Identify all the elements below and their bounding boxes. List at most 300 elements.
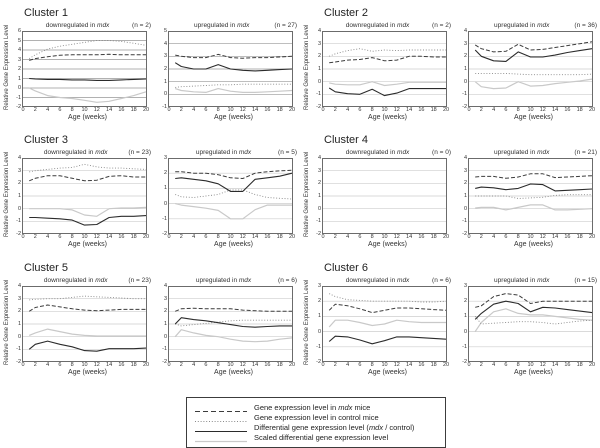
y-tick-label: 1: [163, 321, 167, 327]
cluster-4-block: [300, 133, 600, 259]
y-tick-label: -2: [162, 359, 167, 365]
x-tick-label: 12: [539, 107, 546, 113]
x-tick-label: 20: [142, 234, 150, 240]
x-tick-label: 4: [192, 362, 196, 368]
y-tick-label: -2: [316, 104, 321, 110]
y-tick-label: 0: [17, 85, 21, 91]
x-tick-label: 4: [46, 107, 50, 113]
line-chart: [468, 286, 593, 362]
y-axis-ticks: [459, 155, 468, 237]
x-axis-label: Age (weeks): [514, 369, 553, 376]
x-tick-label: 12: [239, 362, 246, 368]
line-chart: [322, 158, 447, 234]
y-axis-label-text: Relative Gene Expression Level: [4, 151, 10, 237]
x-tick-label: 10: [227, 234, 234, 240]
sample-count-label: (n = 27): [274, 22, 297, 29]
y-tick-label: 3: [17, 167, 21, 174]
x-tick-label: 14: [106, 234, 113, 240]
subplot: [313, 20, 453, 128]
x-tick-label: 16: [118, 107, 125, 113]
subplot-condition-label: downregulated in mdx: [345, 277, 410, 284]
cluster-body: [300, 147, 600, 255]
x-tick-label: 14: [406, 362, 413, 368]
italic-gene-name: mdx: [537, 149, 550, 156]
x-tick-label: 10: [227, 362, 234, 368]
x-tick-label: 16: [118, 362, 125, 368]
y-tick-label: 3: [463, 283, 467, 289]
x-tick-label: 6: [204, 362, 208, 368]
subplot-header: [313, 20, 453, 31]
italic-gene-name: mdx: [95, 149, 108, 156]
italic-gene-name: mdx: [238, 149, 252, 156]
sample-count-label: (n = 6): [432, 277, 451, 284]
x-tick-label: 18: [276, 362, 283, 368]
subplot-condition-label: upregulated in mdx: [195, 277, 252, 284]
subplot-header: [459, 147, 599, 158]
x-tick-label: 12: [93, 234, 100, 240]
line-chart: [22, 31, 147, 107]
y-tick-label: 4: [317, 28, 321, 34]
y-tick-label: -1: [316, 343, 321, 350]
x-tick-label: 6: [204, 234, 208, 240]
x-axis-ticks: [159, 234, 299, 241]
x-tick-label: 16: [564, 234, 571, 240]
x-axis-label: Age (weeks): [68, 369, 107, 376]
subplot: [159, 20, 299, 128]
y-tick-label: 3: [163, 53, 167, 60]
y-tick-label: 0: [463, 328, 467, 335]
y-axis-label: [0, 20, 13, 124]
x-tick-label: 20: [442, 107, 450, 113]
x-tick-label: 10: [381, 107, 388, 113]
y-tick-label: -1: [316, 218, 321, 225]
italic-gene-name: mdx: [97, 22, 110, 29]
x-tick-label: 14: [252, 107, 259, 113]
x-tick-label: 18: [130, 234, 137, 240]
y-tick-label: -2: [16, 359, 21, 365]
y-tick-label: 2: [17, 308, 21, 315]
x-tick-label: 16: [264, 362, 271, 368]
y-axis-ticks: [459, 28, 468, 110]
x-axis-ticks: [13, 362, 153, 369]
x-tick-label: 16: [418, 234, 425, 240]
cluster-body: [300, 20, 600, 128]
y-tick-label: 2: [463, 298, 467, 305]
y-axis-ticks: [459, 283, 468, 365]
y-tick-label: 2: [163, 66, 167, 72]
y-axis-label: [300, 275, 313, 379]
x-tick-label: 12: [93, 362, 100, 368]
y-tick-label: 2: [17, 180, 21, 187]
subplot: [459, 147, 599, 255]
y-tick-label: 3: [17, 56, 21, 63]
x-tick-label: 20: [288, 107, 296, 113]
y-tick-label: 0: [317, 328, 321, 335]
y-tick-label: -1: [16, 218, 21, 225]
y-tick-label: 0: [17, 333, 21, 340]
legend-line-sample: [193, 423, 249, 432]
subplot: [13, 275, 153, 383]
x-tick-label: 16: [418, 107, 425, 113]
x-tick-label: 4: [46, 362, 50, 368]
y-tick-label: 4: [163, 40, 167, 47]
x-tick-label: 10: [381, 234, 388, 240]
subplot-header: [459, 20, 599, 31]
line-chart: [22, 158, 147, 234]
x-tick-label: 6: [358, 234, 362, 240]
legend-item: [193, 412, 439, 422]
x-axis-ticks: [13, 234, 153, 241]
x-tick-label: 8: [70, 362, 74, 368]
x-tick-label: 8: [216, 234, 220, 240]
y-tick-label: 4: [17, 47, 21, 53]
line-chart: [168, 158, 293, 234]
x-tick-label: 4: [346, 234, 350, 240]
y-tick-label: 0: [163, 333, 167, 340]
x-tick-label: 4: [192, 234, 196, 240]
y-tick-label: 3: [17, 295, 21, 302]
x-tick-label: 0: [467, 234, 471, 240]
x-axis-ticks: [459, 234, 599, 241]
y-tick-label: 2: [317, 53, 321, 60]
y-tick-label: 3: [463, 167, 467, 174]
italic-gene-name: mdx: [397, 22, 410, 29]
x-tick-label: 18: [130, 362, 137, 368]
subplot-condition-label: upregulated in mdx: [494, 22, 550, 29]
x-tick-label: 20: [588, 234, 596, 240]
x-tick-label: 18: [430, 107, 437, 113]
x-axis-label: Age (weeks): [214, 241, 253, 248]
y-tick-label: 4: [17, 155, 21, 161]
x-tick-label: 0: [467, 107, 471, 113]
x-axis-ticks: [159, 362, 299, 369]
x-tick-label: 8: [216, 107, 220, 113]
x-tick-label: 14: [106, 107, 113, 113]
y-tick-label: 3: [317, 167, 321, 174]
x-axis-label: Age (weeks): [214, 369, 253, 376]
line-chart: [468, 31, 593, 107]
x-tick-label: 12: [93, 107, 100, 113]
x-tick-label: 2: [179, 362, 183, 368]
x-axis-label: Age (weeks): [68, 241, 107, 248]
subplot-condition-label: upregulated in mdx: [494, 149, 550, 156]
x-tick-label: 6: [358, 107, 362, 113]
x-tick-label: 4: [492, 234, 496, 240]
x-tick-label: 14: [252, 362, 259, 368]
subplot: [313, 147, 453, 255]
y-axis-ticks: [13, 28, 22, 110]
x-tick-label: 20: [142, 107, 150, 113]
legend-item-label: Gene expression level in control mice: [254, 412, 379, 422]
y-tick-label: 2: [463, 53, 467, 60]
y-tick-label: -2: [462, 104, 467, 110]
y-axis-ticks: [159, 28, 168, 110]
y-tick-label: -1: [462, 91, 467, 98]
subplot: [459, 20, 599, 128]
y-tick-label: 4: [163, 283, 167, 289]
x-tick-label: 16: [118, 234, 125, 240]
x-tick-label: 2: [33, 234, 37, 240]
x-tick-label: 18: [430, 234, 437, 240]
x-axis-ticks: [459, 362, 599, 369]
y-tick-label: 5: [17, 37, 21, 44]
y-tick-label: 0: [463, 205, 467, 212]
y-tick-label: 2: [463, 180, 467, 187]
y-tick-label: 5: [163, 28, 167, 34]
x-tick-label: 4: [346, 362, 350, 368]
italic-gene-name: mdx: [238, 277, 252, 284]
x-tick-label: 2: [179, 107, 183, 113]
cluster-2-block: [300, 6, 600, 132]
x-tick-label: 16: [564, 362, 571, 368]
x-tick-label: 18: [276, 234, 283, 240]
x-tick-label: 2: [479, 107, 483, 113]
y-tick-label: 0: [163, 200, 167, 207]
x-axis-ticks: [313, 234, 453, 241]
y-tick-label: -1: [462, 343, 467, 350]
italic-gene-name: mdx: [338, 402, 353, 412]
subplot: [159, 275, 299, 383]
x-tick-label: 20: [142, 362, 150, 368]
x-tick-label: 18: [576, 234, 583, 240]
x-tick-label: 12: [393, 362, 400, 368]
cluster-body: [0, 20, 300, 128]
x-tick-label: 0: [167, 362, 171, 368]
subplot: [13, 20, 153, 128]
x-tick-label: 0: [167, 107, 171, 113]
x-tick-label: 2: [179, 234, 183, 240]
y-tick-label: 2: [317, 180, 321, 187]
y-tick-label: 3: [463, 40, 467, 47]
x-tick-label: 10: [527, 362, 534, 368]
y-tick-label: 1: [17, 321, 21, 327]
y-tick-label: -1: [316, 91, 321, 98]
subplot-header: [159, 20, 299, 31]
y-tick-label: -2: [162, 231, 167, 237]
y-tick-label: 3: [163, 155, 167, 161]
italic-gene-name: mdx: [537, 277, 550, 284]
x-tick-label: 2: [333, 107, 337, 113]
x-tick-label: 18: [576, 362, 583, 368]
y-tick-label: -2: [16, 104, 21, 110]
y-tick-label: 6: [17, 28, 21, 34]
x-tick-label: 0: [467, 362, 471, 368]
subplot: [13, 147, 153, 255]
x-axis-label: Age (weeks): [514, 114, 553, 121]
subplot: [459, 275, 599, 383]
x-tick-label: 14: [252, 234, 259, 240]
cluster-5-block: [0, 261, 300, 387]
x-tick-label: 18: [430, 362, 437, 368]
x-axis-label: Age (weeks): [214, 114, 253, 121]
legend: [186, 397, 446, 448]
sample-count-label: (n = 15): [574, 277, 597, 284]
y-axis-ticks: [313, 28, 322, 110]
x-tick-label: 4: [192, 107, 196, 113]
sample-count-label: (n = 36): [574, 22, 597, 29]
x-tick-label: 4: [492, 107, 496, 113]
x-tick-label: 8: [216, 362, 220, 368]
x-axis-ticks: [313, 107, 453, 114]
subplot-header: [13, 147, 153, 158]
x-tick-label: 10: [527, 107, 534, 113]
y-tick-label: 3: [317, 40, 321, 47]
y-axis-label-text: Relative Gene Expression Level: [4, 279, 10, 365]
line-chart: [168, 31, 293, 107]
legend-item-label: Gene expression level in mdx mice: [254, 402, 371, 412]
y-tick-label: 1: [163, 185, 167, 192]
x-tick-label: 4: [346, 107, 350, 113]
y-axis-label: [0, 275, 13, 379]
legend-item: [193, 422, 439, 432]
sample-count-label: (n = 0): [432, 149, 451, 156]
y-tick-label: 1: [317, 66, 321, 72]
x-tick-label: 16: [264, 107, 271, 113]
y-axis-ticks: [313, 283, 322, 365]
x-tick-label: 16: [264, 234, 271, 240]
sample-count-label: (n = 23): [128, 149, 151, 156]
y-axis-label-text: Relative Gene Expression Level: [304, 151, 310, 237]
italic-gene-name: mdx: [397, 149, 410, 156]
line-chart: [22, 286, 147, 362]
x-tick-label: 8: [370, 107, 374, 113]
x-axis-label: Age (weeks): [514, 241, 553, 248]
y-tick-label: 1: [17, 193, 21, 199]
y-tick-label: 3: [163, 295, 167, 302]
y-tick-label: 2: [163, 170, 167, 177]
x-axis-ticks: [313, 362, 453, 369]
y-tick-label: -1: [162, 346, 167, 353]
y-tick-label: 4: [463, 28, 467, 34]
y-tick-label: 2: [163, 308, 167, 315]
x-tick-label: 12: [539, 362, 546, 368]
y-tick-label: 3: [317, 283, 321, 289]
x-tick-label: 20: [288, 234, 296, 240]
legend-line-sample: [193, 413, 249, 422]
x-tick-label: 14: [406, 234, 413, 240]
x-tick-label: 8: [516, 234, 520, 240]
y-tick-label: -2: [462, 231, 467, 237]
subplot-condition-label: upregulated in mdx: [494, 277, 550, 284]
x-tick-label: 10: [227, 107, 234, 113]
x-tick-label: 20: [442, 362, 450, 368]
x-tick-label: 8: [70, 234, 74, 240]
x-axis-label: Age (weeks): [68, 114, 107, 121]
sample-count-label: (n = 23): [128, 277, 151, 284]
subplot-condition-label: downregulated in mdx: [43, 149, 108, 156]
y-tick-label: 1: [463, 193, 467, 199]
y-axis-label-text: Relative Gene Expression Level: [4, 24, 10, 110]
cluster-body: [0, 147, 300, 255]
y-tick-label: 0: [17, 205, 21, 212]
subplot-header: [459, 275, 599, 286]
y-tick-label: 4: [463, 155, 467, 161]
x-tick-label: 2: [33, 107, 37, 113]
cluster-body: [300, 275, 600, 383]
x-tick-label: 14: [106, 362, 113, 368]
italic-gene-name: mdx: [237, 22, 250, 29]
y-tick-label: 4: [17, 283, 21, 289]
y-axis-ticks: [159, 155, 168, 237]
x-tick-label: 4: [492, 362, 496, 368]
legend-item: [193, 432, 439, 442]
y-tick-label: 1: [463, 66, 467, 72]
x-tick-label: 10: [81, 234, 88, 240]
x-tick-label: 20: [588, 362, 596, 368]
x-tick-label: 14: [552, 107, 559, 113]
y-axis-ticks: [313, 155, 322, 237]
y-axis-ticks: [13, 155, 22, 237]
x-tick-label: 2: [33, 362, 37, 368]
cluster-title: Cluster 6: [324, 262, 369, 274]
x-tick-label: 10: [81, 107, 88, 113]
x-tick-label: 12: [539, 234, 546, 240]
y-axis-ticks: [13, 283, 22, 365]
subplot-condition-label: upregulated in mdx: [194, 22, 250, 29]
x-tick-label: 0: [21, 107, 25, 113]
x-tick-label: 0: [321, 234, 325, 240]
x-tick-label: 10: [381, 362, 388, 368]
x-tick-label: 6: [504, 234, 508, 240]
x-tick-label: 10: [527, 234, 534, 240]
x-tick-label: 0: [321, 362, 325, 368]
subplot-condition-label: upregulated in mdx: [195, 149, 252, 156]
x-tick-label: 14: [406, 107, 413, 113]
cluster-title: Cluster 5: [24, 262, 69, 274]
x-axis-ticks: [159, 107, 299, 114]
x-tick-label: 8: [70, 107, 74, 113]
x-tick-label: 14: [552, 362, 559, 368]
x-tick-label: 8: [370, 234, 374, 240]
x-tick-label: 16: [418, 362, 425, 368]
y-tick-label: 0: [463, 78, 467, 85]
y-tick-label: -2: [462, 359, 467, 365]
x-tick-label: 0: [167, 234, 171, 240]
x-axis-ticks: [459, 107, 599, 114]
sample-count-label: (n = 2): [432, 22, 451, 29]
legend-item-label: Differential gene expression level (mdx / control): [254, 422, 415, 432]
subplot: [159, 147, 299, 255]
x-tick-label: 20: [588, 107, 596, 113]
x-tick-label: 6: [504, 107, 508, 113]
cluster-3-block: [0, 133, 300, 259]
y-tick-label: 2: [317, 298, 321, 305]
cluster-title: Cluster 1: [24, 7, 69, 19]
x-tick-label: 2: [479, 234, 483, 240]
sample-count-label: (n = 2): [132, 22, 151, 29]
y-tick-label: 0: [317, 205, 321, 212]
x-tick-label: 6: [358, 362, 362, 368]
x-tick-label: 8: [370, 362, 374, 368]
subplot-header: [159, 275, 299, 286]
x-tick-label: 8: [516, 362, 520, 368]
cluster-1-block: [0, 6, 300, 132]
legend-line-sample: [193, 433, 249, 442]
sample-count-label: (n = 5): [278, 149, 297, 156]
y-tick-label: 2: [17, 66, 21, 72]
line-chart: [322, 286, 447, 362]
cluster-6-block: [300, 261, 600, 387]
x-axis-label: Age (weeks): [368, 114, 407, 121]
cluster-body: [0, 275, 300, 383]
y-tick-label: -1: [16, 346, 21, 353]
line-chart: [168, 286, 293, 362]
y-tick-label: 1: [463, 313, 467, 320]
legend-item-label: Scaled differential gene expression level: [254, 432, 389, 442]
x-tick-label: 18: [276, 107, 283, 113]
y-axis-label-text: Relative Gene Expression Level: [304, 279, 310, 365]
x-tick-label: 12: [393, 234, 400, 240]
